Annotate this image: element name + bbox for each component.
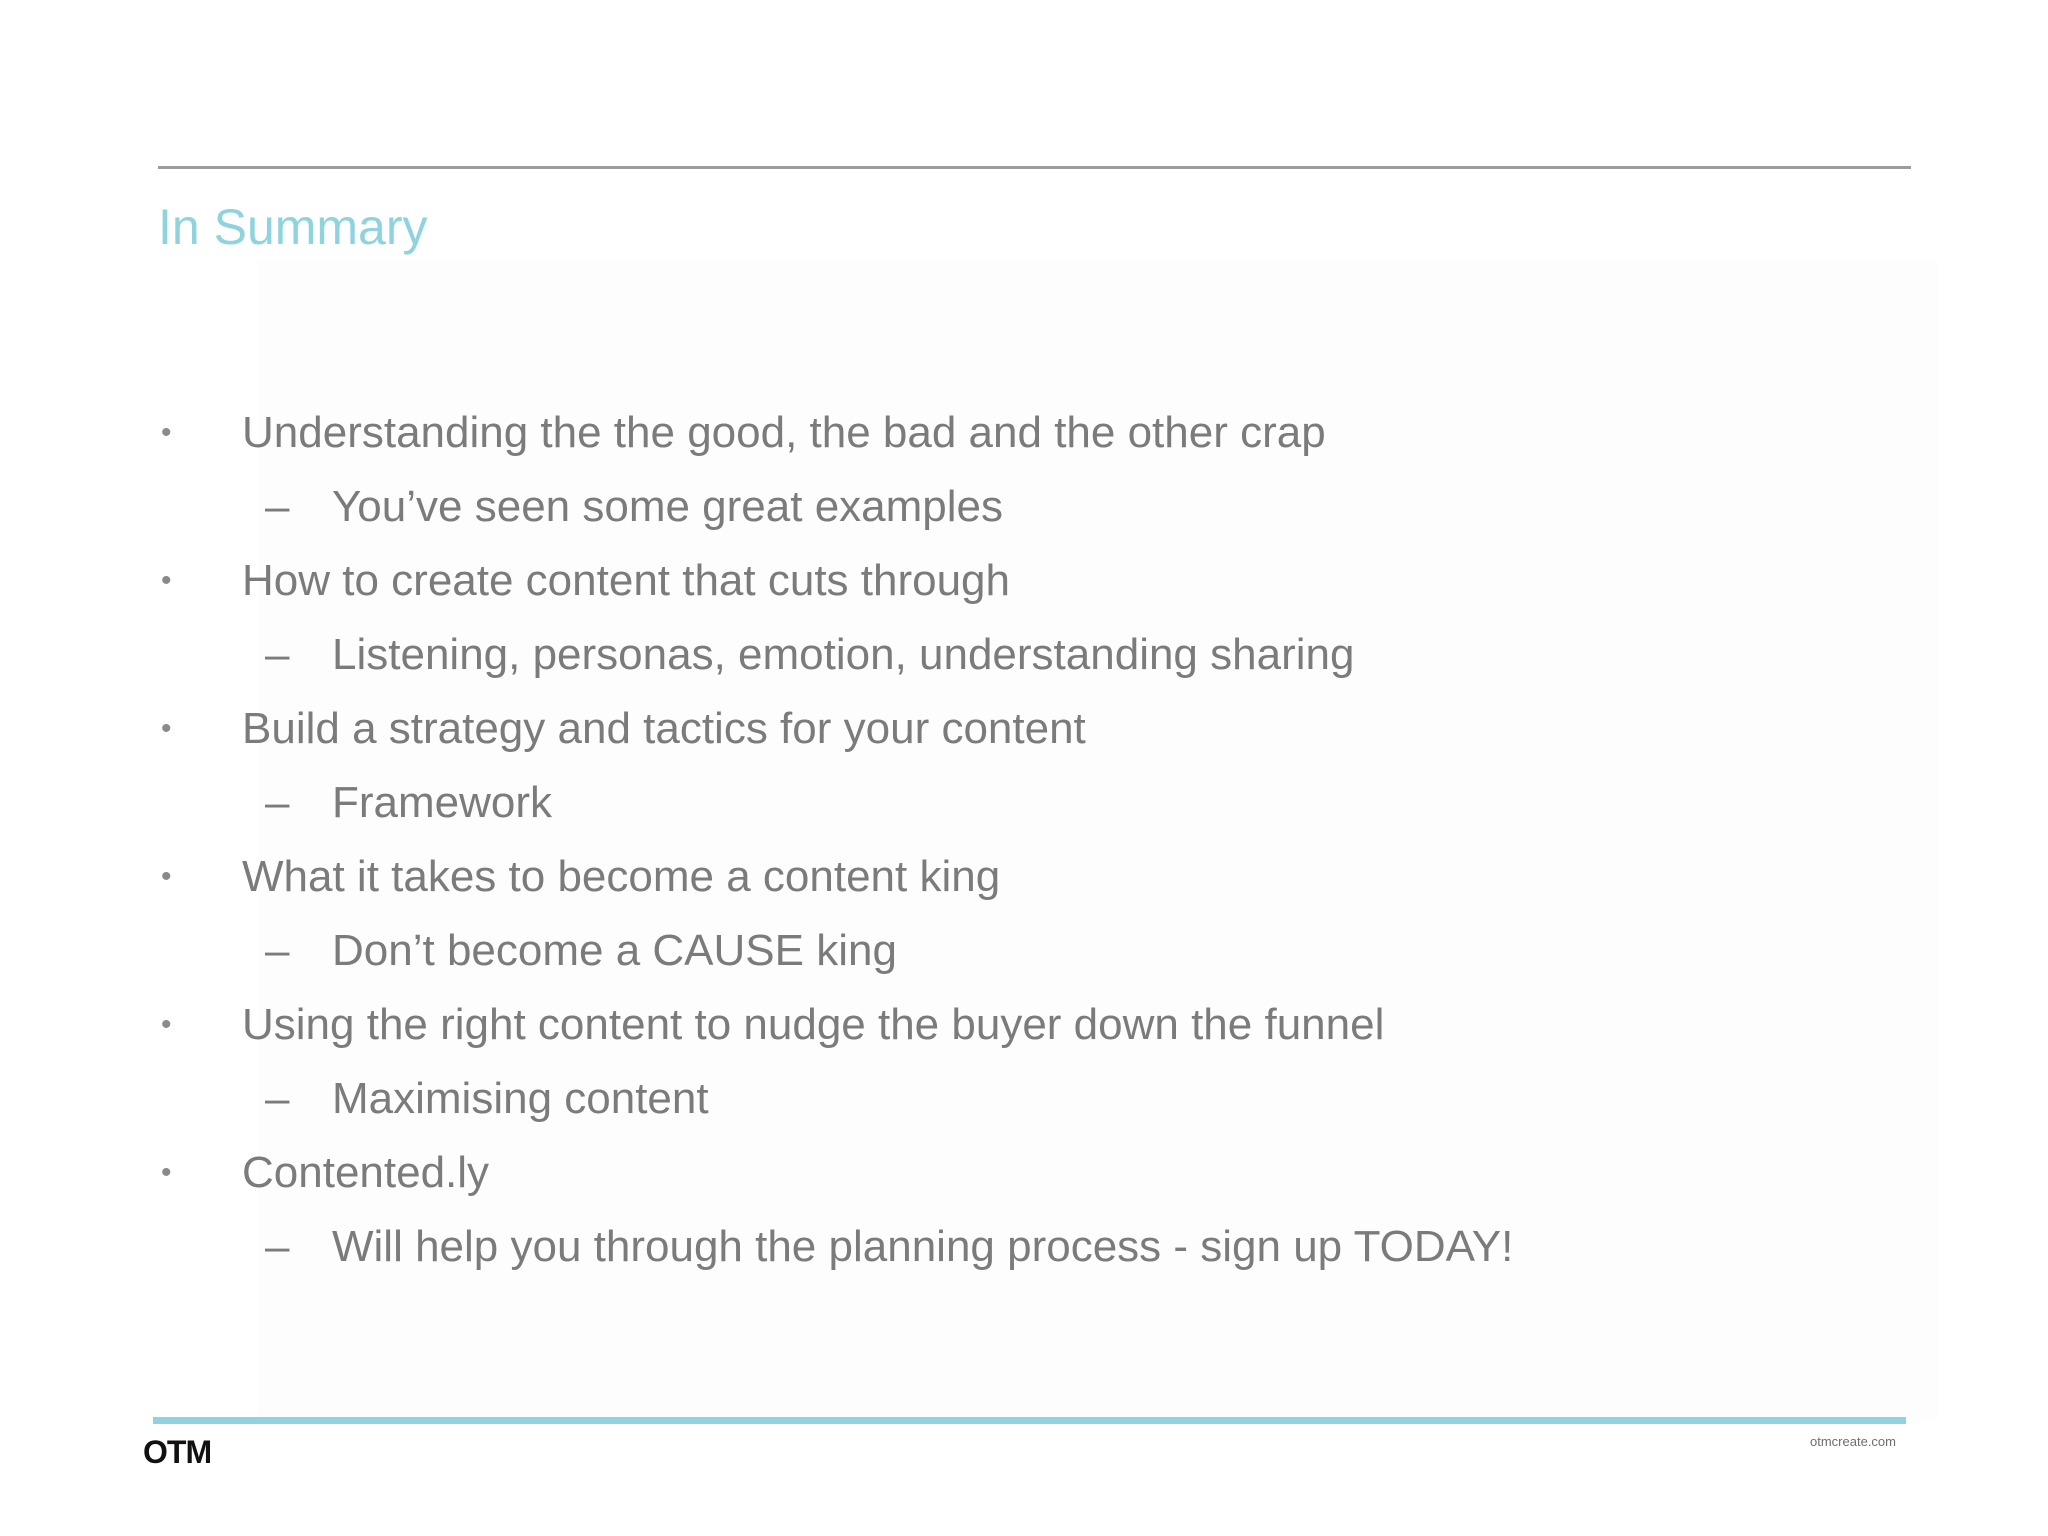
dash-marker: – (265, 778, 290, 827)
top-divider (158, 166, 1911, 169)
bullet-marker: • (161, 712, 172, 745)
bullet-text: How to create content that cuts through (242, 556, 1011, 605)
bullet-marker: • (161, 1156, 172, 1189)
bullet-text: Using the right content to nudge the buyer down the funnel (242, 1000, 1385, 1049)
dash-marker: – (265, 482, 290, 531)
slide-title: In Summary (158, 199, 428, 255)
footer-url: otmcreate.com (1810, 1434, 1896, 1449)
sub-bullet-item (0, 618, 2048, 692)
bullet-item (0, 840, 2048, 914)
dash-marker: – (265, 1222, 290, 1271)
sub-bullet-text: Maximising content (332, 1074, 709, 1123)
otm-logo: OTM (143, 1434, 212, 1470)
sub-bullet-text: Don’t become a CAUSE king (332, 926, 897, 975)
dash-marker: – (265, 926, 290, 975)
bullet-text: What it takes to become a content king (242, 852, 1001, 901)
dash-marker: – (265, 630, 290, 679)
sub-bullet-item (0, 470, 2048, 544)
sub-bullet-item (0, 1062, 2048, 1136)
sub-bullet-text: Listening, personas, emotion, understanding sharing (332, 630, 1355, 679)
sub-bullet-item (0, 766, 2048, 840)
footer-accent-line (153, 1417, 1906, 1424)
bullet-text: Contented.ly (242, 1148, 490, 1197)
bullet-marker: • (161, 416, 172, 449)
sub-bullet-item (0, 914, 2048, 988)
sub-bullet-text: Framework (332, 778, 553, 827)
bullet-item (0, 1136, 2048, 1210)
sub-bullet-text: You’ve seen some great examples (332, 482, 1003, 531)
sub-bullet-item (0, 1210, 2048, 1284)
sub-bullet-text: Will help you through the planning process - sign up TODAY! (332, 1222, 1514, 1271)
bullet-marker: • (161, 860, 172, 893)
bullet-marker: • (161, 564, 172, 597)
bullet-item (0, 544, 2048, 618)
bullet-item (0, 988, 2048, 1062)
bullet-item (0, 692, 2048, 766)
bullet-text: Understanding the the good, the bad and the other crap (242, 408, 1326, 457)
dash-marker: – (265, 1074, 290, 1123)
bullet-text: Build a strategy and tactics for your content (242, 704, 1086, 753)
bullet-marker: • (161, 1008, 172, 1041)
bullet-item (0, 396, 2048, 470)
bullet-list (0, 396, 2048, 1284)
